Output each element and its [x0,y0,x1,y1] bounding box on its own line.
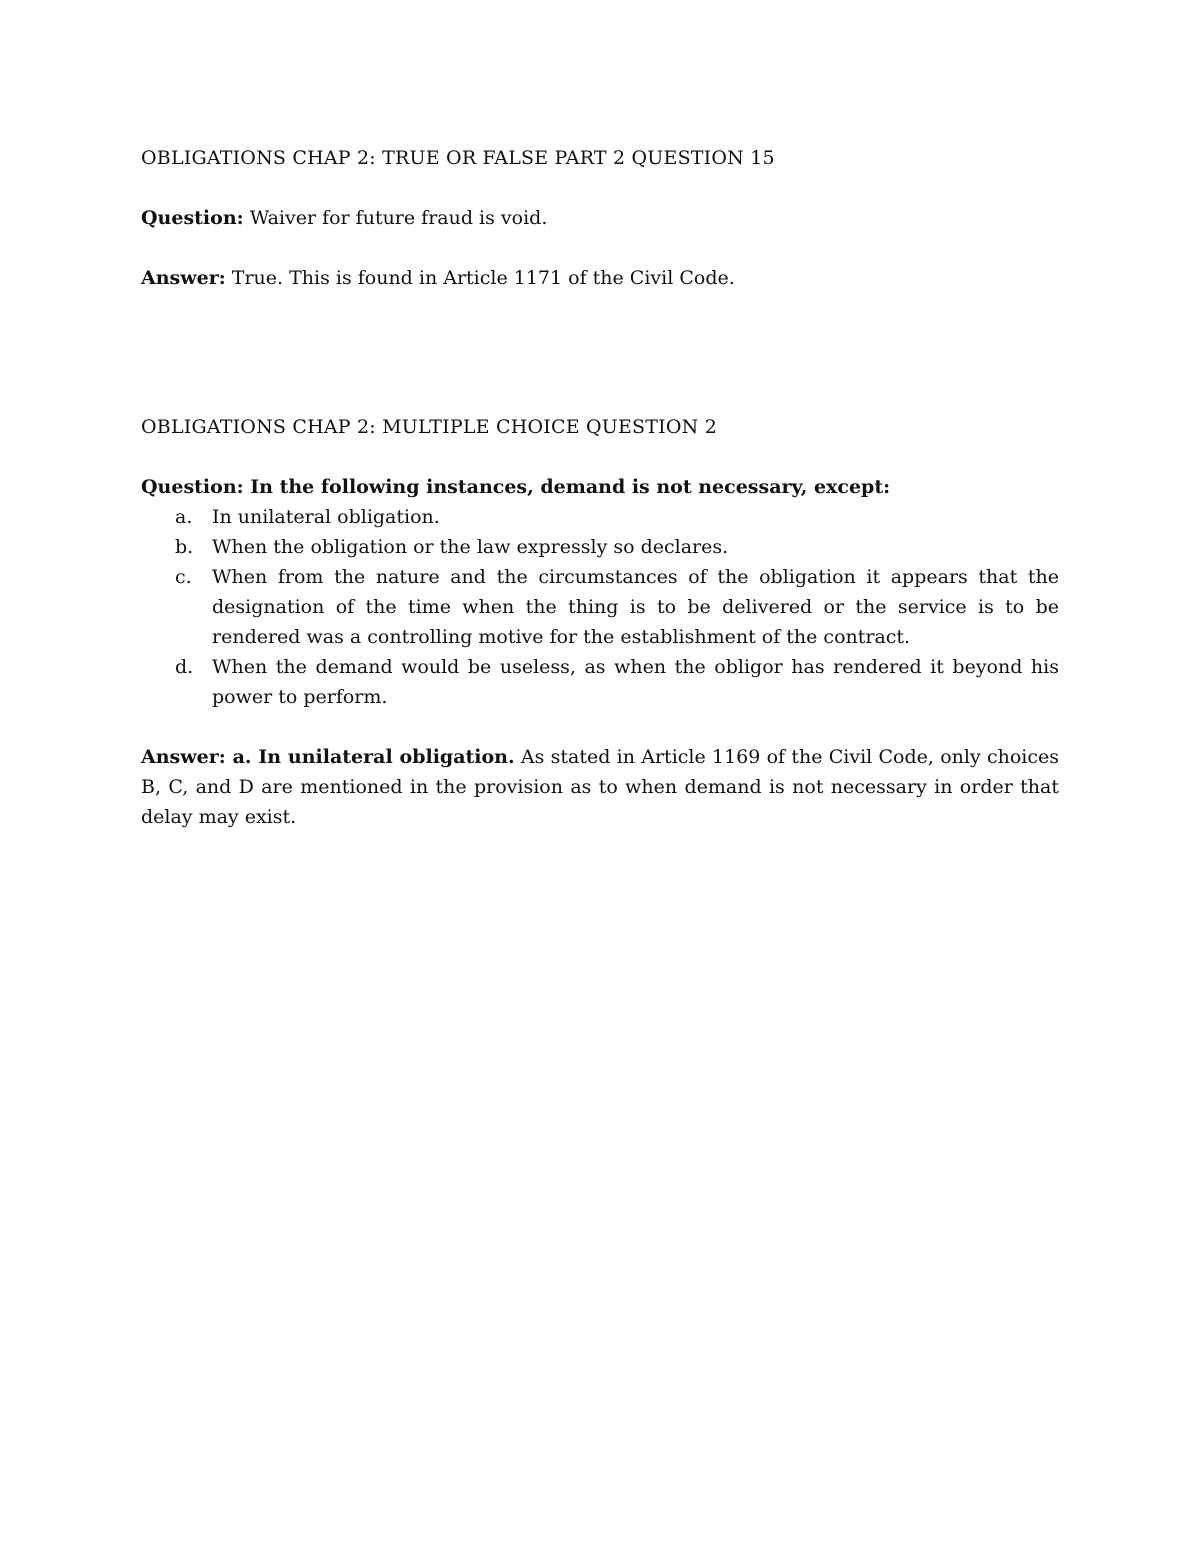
answer-label: Answer: [141,746,226,768]
choice-item [141,532,1059,562]
section1-heading: OBLIGATIONS CHAP 2: TRUE OR FALSE PART 2 QUESTION 15 [141,147,775,169]
answer-text: True. This is found in Article 1171 of the Civil Code. [225,267,735,289]
choice-text: When from the nature and the circumstances of the obligation it appears that the designation of the time when the thing is to be delivered or the service is to be rendered was a controlling motive for the establishment of the contract. [212,566,1059,648]
choice-marker: c. [175,566,192,588]
section1-question [141,203,1059,233]
section2-answer [141,742,1059,832]
document-content [141,143,1059,832]
choice-marker: b. [175,536,194,558]
choice-marker: a. [175,506,193,528]
section2-heading: OBLIGATIONS CHAP 2: MULTIPLE CHOICE QUESTION 2 [141,416,717,438]
answer-text: As stated in Article 1169 of the Civil Code, only choices B, C, and D are mentioned in the provision as to when demand is not necessary in order that delay may exist. [141,746,1060,828]
choice-item [141,652,1059,712]
section1-answer [141,263,1059,293]
choice-marker: d. [175,656,194,678]
answer-label: Answer: [141,267,226,289]
choice-item [141,502,1059,532]
answer-choice: a. In unilateral obligation. [225,746,515,768]
choice-text: When the demand would be useless, as when the obligor has rendered it beyond his power to perform. [212,656,1059,708]
question-text: In the following instances, demand is not necessary, except: [243,476,891,498]
choice-item [141,562,1059,652]
choice-text: When the obligation or the law expressly so declares. [212,536,729,558]
choice-list [141,502,1059,712]
question-label: Question: [141,476,244,498]
question-label: Question: [141,207,244,229]
question-text: Waiver for future fraud is void. [243,207,548,229]
choice-text: In unilateral obligation. [212,506,440,528]
section2-question [141,472,1059,502]
